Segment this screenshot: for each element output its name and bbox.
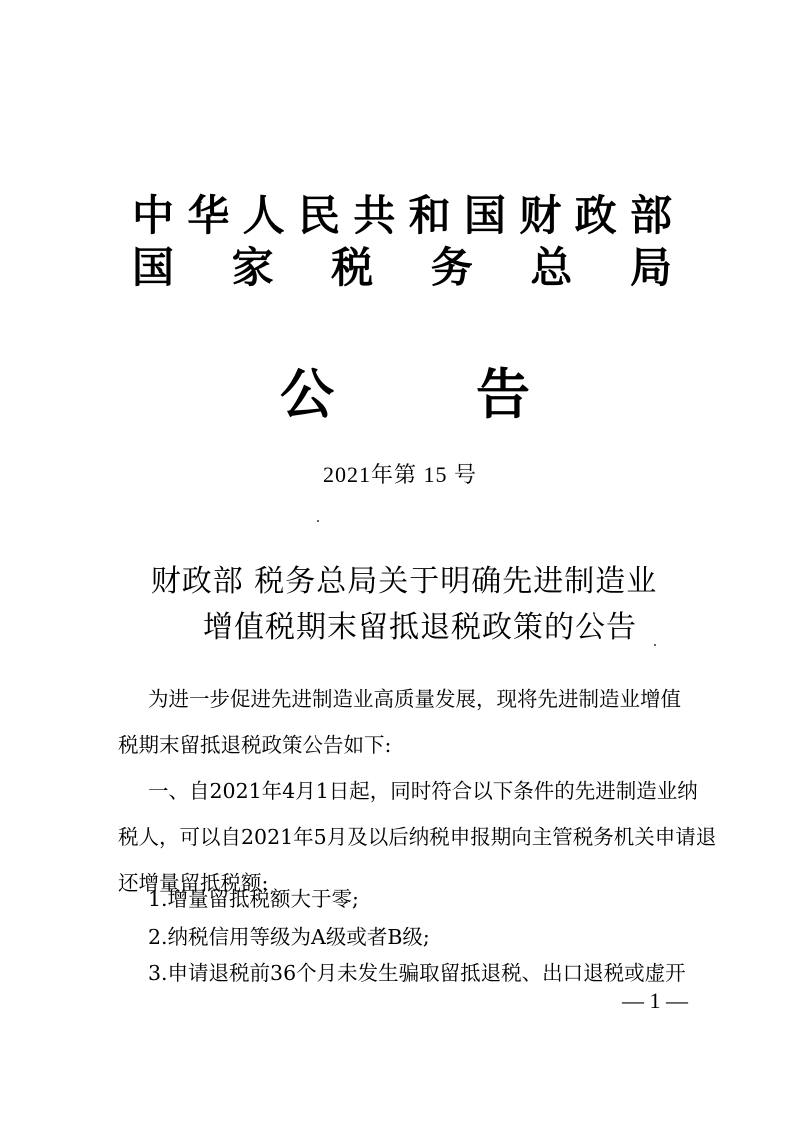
body-line: 税期末留抵退税政策公告如下: [118, 733, 392, 757]
page-number: — 1 — [622, 988, 688, 1013]
headline-line-1: 财政部 税务总局关于明确先进制造业 [150, 564, 658, 599]
agency-char: 和 [408, 191, 451, 240]
body-line: 为进一步促进先进制造业高质量发展，现将先进制造业增值 [148, 687, 681, 711]
scan-speck [654, 644, 656, 646]
agency-char: 民 [297, 191, 340, 240]
notice-title [280, 350, 530, 430]
agency-char: 华 [187, 191, 230, 240]
agency-char: 政 [574, 191, 617, 240]
agency-char: 人 [242, 191, 285, 240]
body-line: 税人，可以自2021年5月及以后纳税申报期向主管税务机关申请退 [118, 825, 717, 849]
agency-char: 国 [132, 243, 175, 292]
agency-char: 共 [353, 191, 396, 240]
scan-speck [317, 520, 319, 522]
agency-char: 局 [629, 243, 672, 292]
agency-char: 总 [530, 243, 573, 292]
agency-char: 部 [629, 191, 672, 240]
body-line: 一、自2021年4月1日起，同时符合以下条件的先进制造业纳 [148, 779, 698, 803]
agency-char: 国 [463, 191, 506, 240]
body-line: 3.申请退税前36个月未发生骗取留抵退税、出口退税或虚开 [148, 961, 686, 985]
agency-char: 税 [331, 243, 374, 292]
agency-char: 务 [430, 243, 473, 292]
body-line: 2.纳税信用等级为A级或者B级; [148, 925, 430, 949]
body-line: 1.增量留抵税额大于零; [148, 887, 359, 911]
agency-char: 中 [132, 191, 175, 240]
agency-char: 财 [519, 191, 562, 240]
issuing-agency-state-taxation-administration [132, 236, 672, 300]
body-line: 还增量留抵税额: [118, 871, 269, 895]
agency-char: 家 [231, 243, 274, 292]
notice-title-char: 告 [476, 361, 530, 426]
notice-title-char: 公 [280, 361, 334, 426]
headline-line-2: 增值税期末留抵退税政策的公告 [203, 610, 637, 645]
document-number: 2021年第 15 号 [322, 462, 477, 487]
